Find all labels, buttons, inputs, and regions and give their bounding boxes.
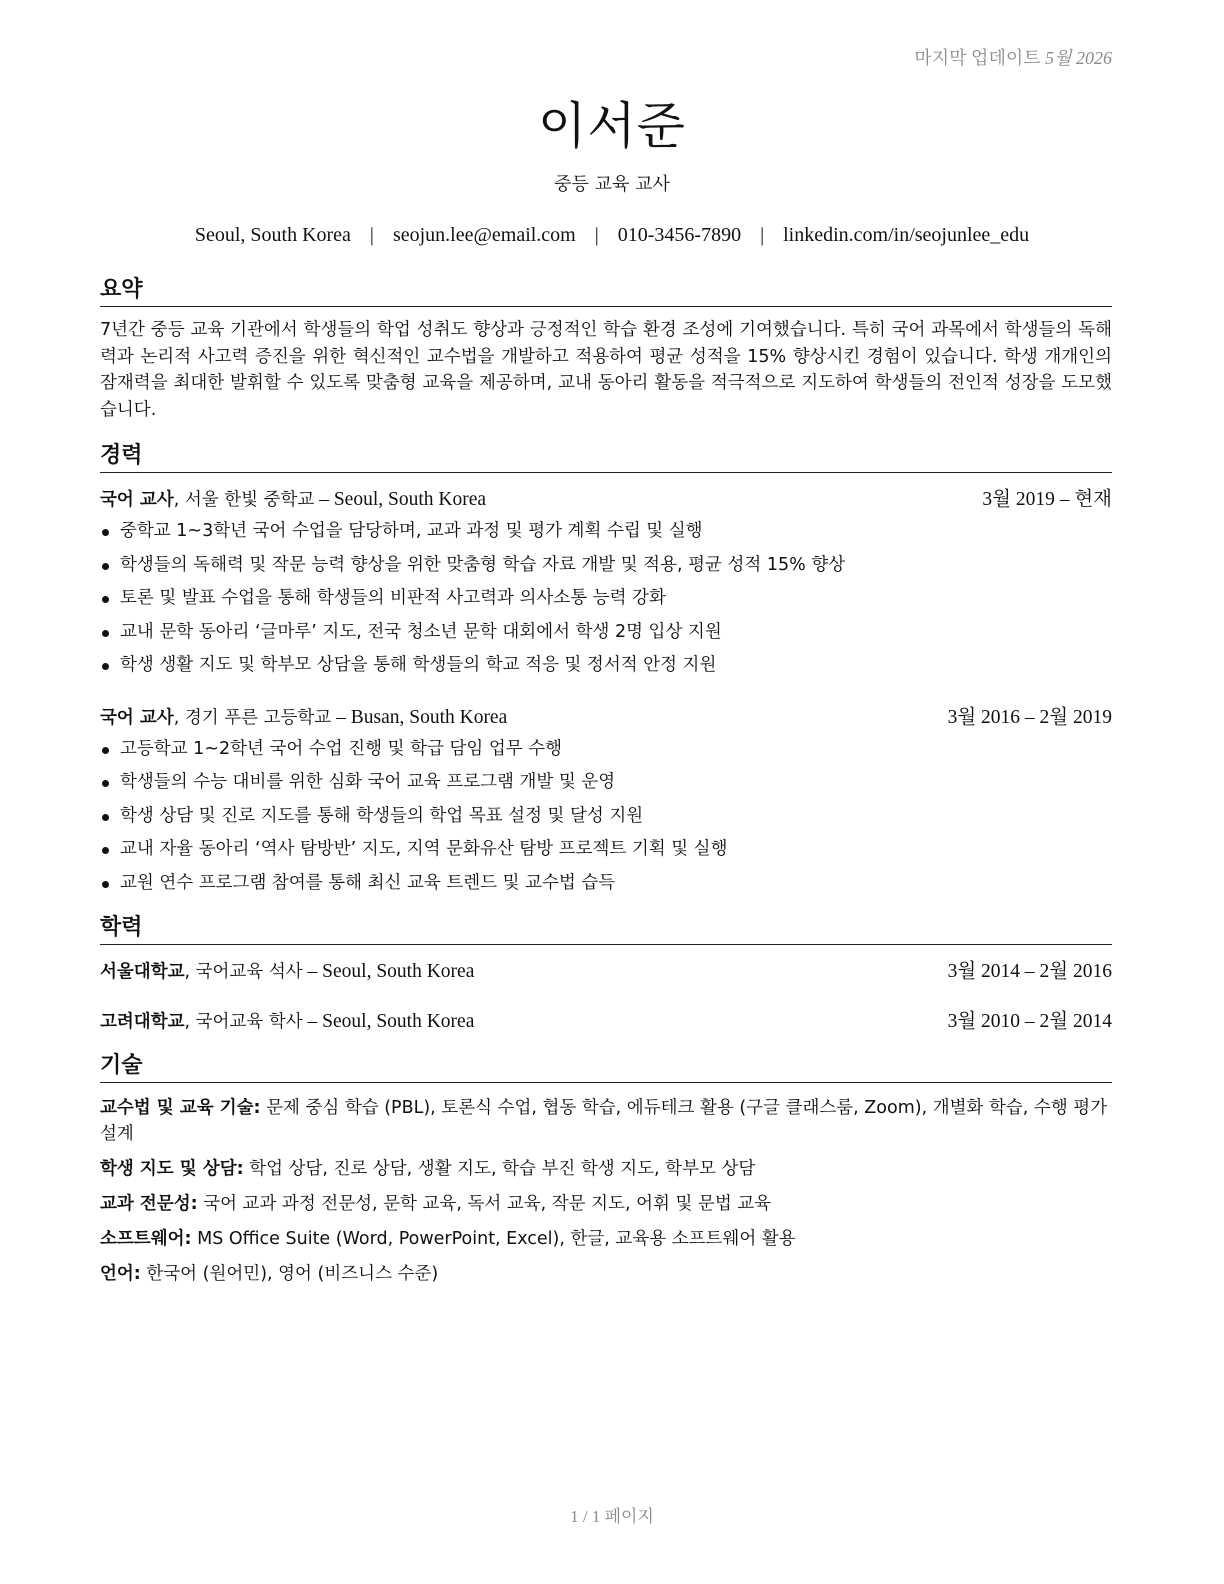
skill-label: 언어: <box>100 1264 141 1284</box>
education-degree: , 국어교육 학사 <box>184 1012 303 1032</box>
education-entry <box>100 957 1112 987</box>
section-heading-experience: 경력 <box>100 442 1112 473</box>
job-bullet: 교원 연수 프로그램 참여를 통해 최신 교육 트렌드 및 교수법 습득 <box>100 867 1112 901</box>
skill-text: MS Office Suite (Word, PowerPoint, Excel), 한글, 교육용 소프트웨어 활용 <box>191 1229 796 1249</box>
last-updated-month: 5월 <box>1045 48 1072 68</box>
job-bullet: 학생들의 독해력 및 작문 능력 향상을 위한 맞춤형 학습 자료 개발 및 적용, 평균 성적 15% 향상 <box>100 549 1112 583</box>
education-school: 서울대학교 <box>100 962 185 982</box>
job-role: 국어 교사 <box>100 707 174 728</box>
education-dates: 3월 2010 – 2월 2014 <box>947 1011 1112 1032</box>
skill-item <box>100 1226 1112 1252</box>
job-header <box>100 703 1112 733</box>
contact-line <box>0 224 1224 247</box>
education-degree: , 국어교육 석사 <box>184 962 303 982</box>
last-updated-year: 2026 <box>1076 48 1112 68</box>
education-entry <box>100 1007 1112 1037</box>
contact-separator: | <box>760 224 765 246</box>
skill-label: 교수법 및 교육 기술: <box>100 1098 261 1118</box>
contact-phone: 010-3456-7890 <box>617 224 742 246</box>
last-updated-prefix: 마지막 업데이트 <box>914 48 1041 68</box>
skills-section <box>100 1052 1112 1296</box>
job-bullet: 중학교 1~3학년 국어 수업을 담당하며, 교과 과정 및 평가 계획 수립 및 실행 <box>100 515 1112 549</box>
contact-email[interactable]: seojun.lee@email.com <box>392 224 576 246</box>
skill-item <box>100 1095 1112 1147</box>
education-school: 고려대학교 <box>100 1012 185 1032</box>
education-section <box>100 914 1112 1037</box>
education-place: – Seoul, South Korea <box>302 1011 475 1032</box>
summary-section <box>100 276 1112 423</box>
candidate-name: 이서준 <box>538 97 686 155</box>
job-bullet: 고등학교 1~2학년 국어 수업 진행 및 학급 담임 업무 수행 <box>100 733 1112 767</box>
contact-separator: | <box>369 224 374 246</box>
skill-item <box>100 1156 1112 1182</box>
contact-location: Seoul, South Korea <box>194 224 351 246</box>
page-number: 1 / 1 페이지 <box>570 1507 654 1526</box>
contact-linkedin[interactable]: linkedin.com/in/seojunlee_edu <box>783 224 1030 246</box>
job-entry <box>100 703 1112 901</box>
job-bullets <box>100 733 1112 901</box>
job-bullets <box>100 515 1112 683</box>
skill-item <box>100 1191 1112 1217</box>
job-bullet: 교내 문학 동아리 ‘글마루’ 지도, 전국 청소년 문학 대회에서 학생 2명 입상 지원 <box>100 616 1112 650</box>
candidate-title: 중등 교육 교사 <box>554 174 670 195</box>
summary-text: 7년간 중등 교육 기관에서 학생들의 학업 성취도 향상과 긍정적인 학습 환경 조성에 기여했습니다. 특히 국어 과목에서 학생들의 독해력과 논리적 사고력 증진을 위한 혁신적인 교수법을 개발하고 적용하여 평균 성적을 15% 향상시킨 경험이 있습니다. 학생 개개인의 잠재력을 최대한 발휘할 수 있도록 맞춤형 교육을 제공하며, 교내 동아리 활동을 적극적으로 지도하여 학생들의 전인적 성장을 도모했습니다. <box>100 320 1112 420</box>
skill-text: 문제 중심 학습 (PBL), 토론식 수업, 협동 학습, 에듀테크 활용 (구글 클래스룸, Zoom), 개별화 학습, 수행 평가 설계 <box>100 1098 1108 1144</box>
skill-text: 학업 상담, 진로 상담, 생활 지도, 학습 부진 학생 지도, 학부모 상담 <box>243 1159 756 1179</box>
section-heading-skills: 기술 <box>100 1052 1112 1083</box>
skill-text: 한국어 (원어민), 영어 (비즈니스 수준) <box>140 1264 439 1284</box>
job-org: , 서울 한빛 중학교 <box>173 490 315 510</box>
contact-separator: | <box>594 224 599 246</box>
skill-label: 교과 전문성: <box>100 1194 198 1214</box>
job-place: – Seoul, South Korea <box>314 489 487 510</box>
experience-section <box>100 442 1112 900</box>
skill-label: 학생 지도 및 상담: <box>100 1159 244 1179</box>
skill-label: 소프트웨어: <box>100 1229 192 1249</box>
job-org: , 경기 푸른 고등학교 <box>173 707 332 728</box>
job-bullet: 교내 자율 동아리 ‘역사 탐방반’ 지도, 지역 문화유산 탐방 프로젝트 기획 및 실행 <box>100 833 1112 867</box>
job-bullet: 학생 상담 및 진로 지도를 통해 학생들의 학업 목표 설정 및 달성 지원 <box>100 800 1112 834</box>
section-heading-education: 학력 <box>100 914 1112 945</box>
job-role: 국어 교사 <box>100 490 174 510</box>
skill-text: 국어 교과 과정 전문성, 문학 교육, 독서 교육, 작문 지도, 어휘 및 문법 교육 <box>197 1194 772 1214</box>
job-place: – Busan, South Korea <box>331 706 508 728</box>
section-heading-summary: 요약 <box>100 276 1112 307</box>
skill-item <box>100 1261 1112 1287</box>
last-updated <box>914 44 1112 70</box>
education-dates: 3월 2014 – 2월 2016 <box>947 961 1112 982</box>
job-dates: 3월 2019 – 현재 <box>982 489 1112 510</box>
job-entry <box>100 485 1112 683</box>
job-header <box>100 485 1112 515</box>
job-dates: 3월 2016 – 2월 2019 <box>947 706 1112 728</box>
job-bullet: 토론 및 발표 수업을 통해 학생들의 비판적 사고력과 의사소통 능력 강화 <box>100 582 1112 616</box>
job-bullet: 학생들의 수능 대비를 위한 심화 국어 교육 프로그램 개발 및 운영 <box>100 766 1112 800</box>
education-place: – Seoul, South Korea <box>302 961 475 982</box>
job-bullet: 학생 생활 지도 및 학부모 상담을 통해 학생들의 학교 적응 및 정서적 안정 지원 <box>100 649 1112 683</box>
